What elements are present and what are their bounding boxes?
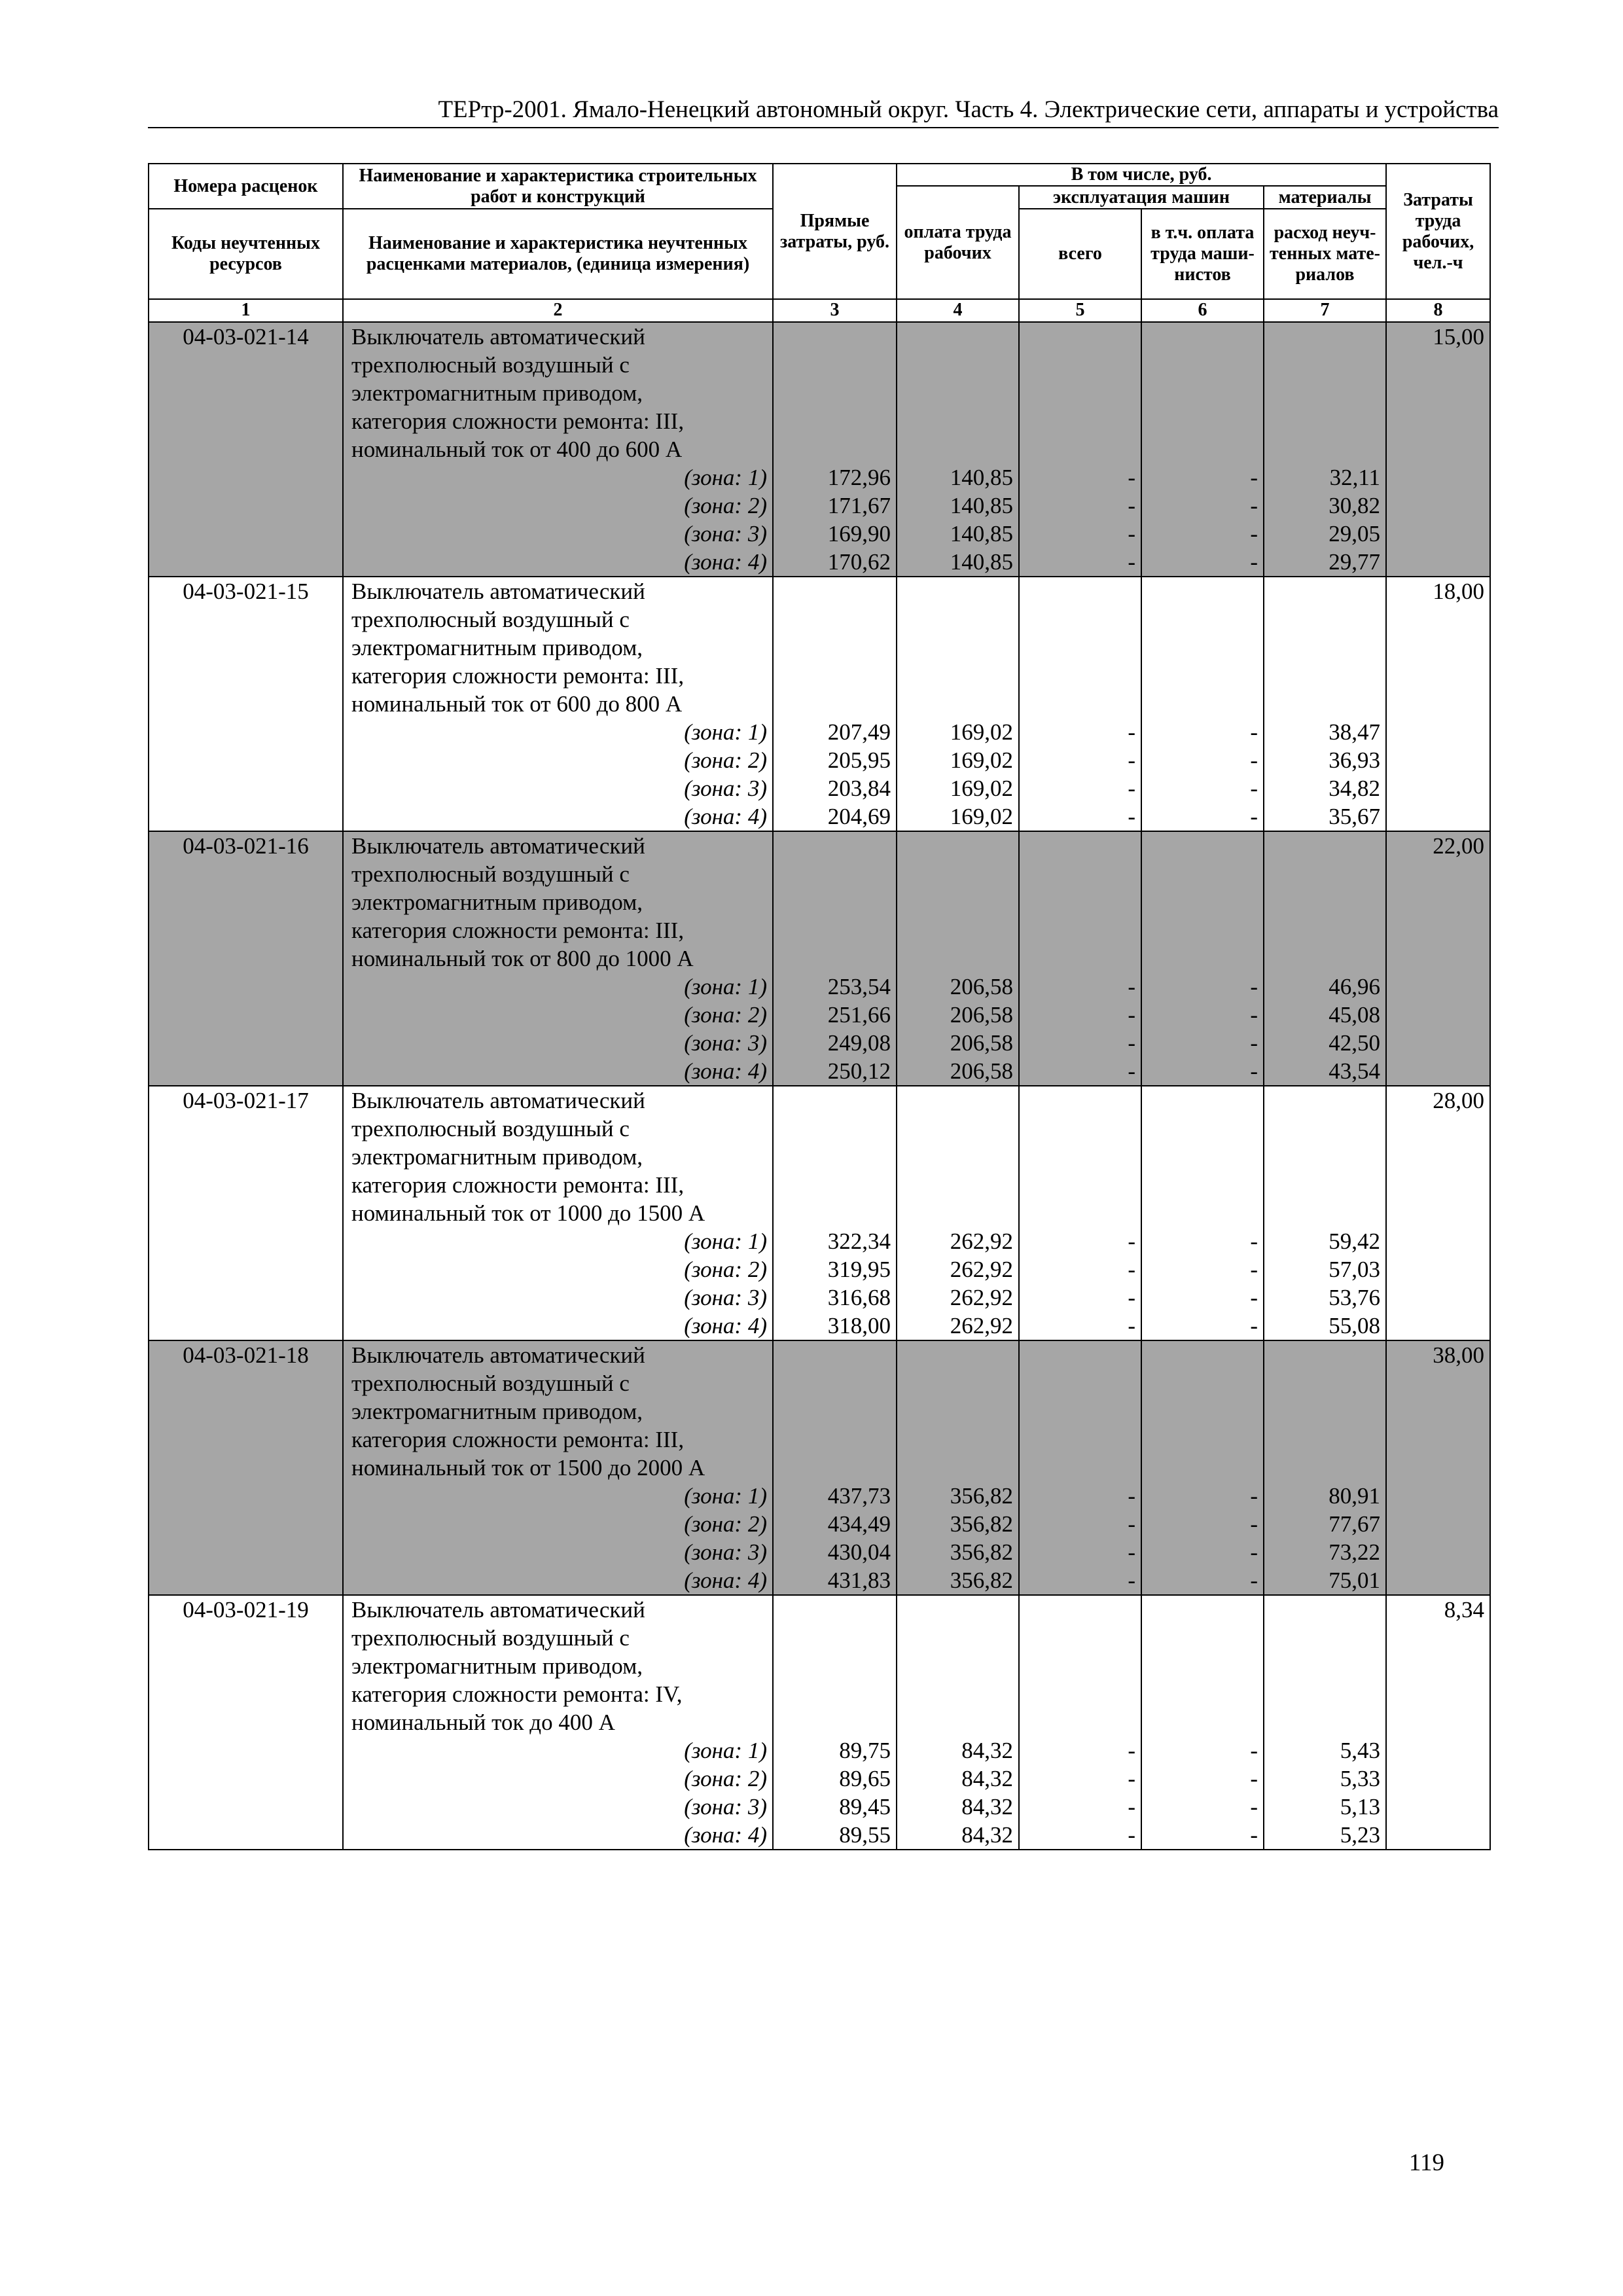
zone-label: (зона: 2) [684,1766,767,1791]
machines-total-value: - [1128,776,1135,801]
zone-label: (зона: 1) [684,719,767,745]
machinist-pay-value: - [1250,1539,1258,1565]
direct-cost-value: 249,08 [827,1030,891,1056]
running-header: ТЕРтр-2001. Ямало-Ненецкий автономный округ. Часть 4. Электрические сети, аппараты и устройства [148,96,1499,128]
materials-cost-cell [1264,577,1386,831]
worker-pay-value: 356,82 [950,1511,1013,1537]
direct-cost-cell [773,322,897,577]
zone-label: (зона: 2) [684,1002,767,1028]
machinist-pay-value: - [1250,719,1258,745]
labor-cost: 8,34 [1386,1595,1490,1850]
machinist-pay-cell [1141,1340,1264,1595]
description-line: электромагнитным приводом, [351,635,643,660]
machinist-pay-value: - [1250,1794,1258,1820]
description-line: трехполюсный воздушный с [351,1116,630,1141]
price-table [148,163,1491,1850]
machines-total-value: - [1128,549,1135,575]
machinist-pay-value: - [1250,1257,1258,1282]
machines-total-value: - [1128,1568,1135,1593]
direct-cost-value: 207,49 [827,719,891,745]
worker-pay-cell [897,1340,1019,1595]
machines-total-value: - [1128,1002,1135,1028]
rate-code: 04-03-021-14 [149,322,343,577]
machines-total-cell [1019,1086,1141,1340]
column-number: 6 [1141,299,1264,322]
machinist-pay-value: - [1250,549,1258,575]
description-line: категория сложности ремонта: III, [351,408,685,434]
machinist-pay-value: - [1250,1738,1258,1763]
zone-label: (зона: 3) [684,521,767,547]
direct-cost-value: 203,84 [827,776,891,801]
worker-pay-cell [897,577,1019,831]
materials-cost-cell [1264,322,1386,577]
materials-cost-value: 36,93 [1329,747,1381,773]
direct-cost-value: 171,67 [827,493,891,518]
column-number: 5 [1019,299,1141,322]
rate-code: 04-03-021-19 [149,1595,343,1850]
table-header [149,164,1490,322]
header-direct-costs: Прямые затраты, руб. [773,164,897,299]
zone-label: (зона: 2) [684,747,767,773]
materials-cost-value: 77,67 [1329,1511,1381,1537]
description-line: электромагнитным приводом, [351,1144,643,1170]
machines-total-value: - [1128,1058,1135,1084]
direct-cost-cell [773,1340,897,1595]
worker-pay-value: 84,32 [961,1766,1013,1791]
zone-label: (зона: 1) [684,974,767,999]
machinist-pay-value: - [1250,1766,1258,1791]
labor-cost: 22,00 [1386,831,1490,1086]
description-line: категория сложности ремонта: III, [351,1427,685,1452]
direct-cost-value: 253,54 [827,974,891,999]
rate-code: 04-03-021-18 [149,1340,343,1595]
worker-pay-cell [897,1595,1019,1850]
materials-cost-value: 5,33 [1340,1766,1381,1791]
worker-pay-cell [897,1086,1019,1340]
description-line: трехполюсный воздушный с [351,352,630,378]
direct-cost-value: 430,04 [827,1539,891,1565]
machinist-pay-value: - [1250,521,1258,547]
zone-label: (зона: 3) [684,1285,767,1310]
machinist-pay-cell [1141,1086,1264,1340]
zone-label: (зона: 1) [684,1229,767,1254]
machines-total-cell [1019,322,1141,577]
materials-cost-cell [1264,1086,1386,1340]
direct-cost-value: 251,66 [827,1002,891,1028]
description-line: категория сложности ремонта: III, [351,1172,685,1198]
worker-pay-value: 140,85 [950,465,1013,490]
materials-cost-value: 29,77 [1329,549,1381,575]
description-line: трехполюсный воздушный с [351,607,630,632]
machines-total-cell [1019,1595,1141,1850]
direct-cost-value: 89,65 [839,1766,891,1791]
direct-cost-cell [773,1086,897,1340]
machinist-pay-cell [1141,1595,1264,1850]
materials-cost-cell [1264,831,1386,1086]
direct-cost-value: 431,83 [827,1568,891,1593]
description-line: категория сложности ремонта: III, [351,663,685,689]
machines-total-value: - [1128,1539,1135,1565]
materials-cost-value: 38,47 [1329,719,1381,745]
column-number-row [149,299,1490,322]
zone-label: (зона: 2) [684,1257,767,1282]
header-machinist-pay: в т.ч. оплата труда маши- нистов [1141,209,1264,299]
machinist-pay-value: - [1250,1229,1258,1254]
materials-cost-value: 5,23 [1340,1822,1381,1848]
machinist-pay-value: - [1250,1058,1258,1084]
machinist-pay-value: - [1250,1002,1258,1028]
machines-total-value: - [1128,1030,1135,1056]
column-number: 4 [897,299,1019,322]
worker-pay-value: 206,58 [950,974,1013,999]
direct-cost-value: 169,90 [827,521,891,547]
materials-cost-value: 75,01 [1329,1568,1381,1593]
description-line: трехполюсный воздушный с [351,861,630,887]
direct-cost-value: 89,45 [839,1794,891,1820]
header-materials: материалы [1264,186,1386,209]
machinist-pay-cell [1141,831,1264,1086]
header-machine-operation: эксплуатация машин [1019,186,1264,209]
rate-description [343,1340,773,1595]
direct-cost-value: 250,12 [827,1058,891,1084]
header-worker-pay: оплата труда рабочих [897,186,1019,299]
materials-cost-value: 32,11 [1329,465,1381,490]
materials-cost-value: 5,43 [1340,1738,1381,1763]
materials-cost-value: 57,03 [1329,1257,1381,1282]
materials-cost-value: 55,08 [1329,1313,1381,1338]
worker-pay-value: 169,02 [950,804,1013,829]
materials-cost-value: 5,13 [1340,1794,1381,1820]
column-number: 1 [149,299,343,322]
description-line: номинальный ток от 1000 до 1500 А [351,1200,705,1226]
description-line: Выключатель автоматический [351,1088,645,1113]
header-including: В том числе, руб. [897,164,1386,186]
materials-cost-value: 46,96 [1329,974,1381,999]
description-line: электромагнитным приводом, [351,889,643,915]
description-line: трехполюсный воздушный с [351,1625,630,1651]
worker-pay-value: 169,02 [950,719,1013,745]
machinist-pay-value: - [1250,1568,1258,1593]
description-line: категория сложности ремонта: IV, [351,1681,683,1707]
description-line: электромагнитным приводом, [351,1653,643,1679]
worker-pay-value: 169,02 [950,747,1013,773]
description-line: Выключатель автоматический [351,1342,645,1368]
machinist-pay-value: - [1250,1285,1258,1310]
worker-pay-value: 140,85 [950,521,1013,547]
zone-label: (зона: 1) [684,1483,767,1509]
machines-total-cell [1019,577,1141,831]
rate-description [343,1595,773,1850]
worker-pay-value: 262,92 [950,1257,1013,1282]
machines-total-value: - [1128,1794,1135,1820]
machinist-pay-value: - [1250,493,1258,518]
worker-pay-value: 356,82 [950,1539,1013,1565]
description-line: номинальный ток от 1500 до 2000 А [351,1455,705,1480]
description-line: трехполюсный воздушный с [351,1371,630,1396]
worker-pay-cell [897,831,1019,1086]
description-line: Выключатель автоматический [351,324,645,350]
zone-label: (зона: 4) [684,1822,767,1848]
table-row [149,831,1490,1086]
column-number: 7 [1264,299,1386,322]
labor-cost: 28,00 [1386,1086,1490,1340]
direct-cost-value: 316,68 [827,1285,891,1310]
zone-label: (зона: 4) [684,1568,767,1593]
materials-cost-value: 53,76 [1329,1285,1381,1310]
labor-cost: 18,00 [1386,577,1490,831]
zone-label: (зона: 1) [684,465,767,490]
table-body [149,322,1490,1850]
header-machines-total: всего [1019,209,1141,299]
machinist-pay-value: - [1250,1313,1258,1338]
machinist-pay-value: - [1250,465,1258,490]
machines-total-value: - [1128,1738,1135,1763]
page-number: 119 [1408,2149,1445,2176]
machinist-pay-value: - [1250,804,1258,829]
description-line: категория сложности ремонта: III, [351,918,685,943]
description-line: Выключатель автоматический [351,579,645,604]
table-row [149,1340,1490,1595]
direct-cost-cell [773,577,897,831]
worker-pay-value: 356,82 [950,1483,1013,1509]
materials-cost-cell [1264,1340,1386,1595]
rate-code: 04-03-021-17 [149,1086,343,1340]
header-labor-costs: Затраты труда рабочих, чел.-ч [1386,164,1490,299]
zone-label: (зона: 3) [684,1030,767,1056]
rate-code: 04-03-021-15 [149,577,343,831]
machinist-pay-cell [1141,577,1264,831]
direct-cost-value: 437,73 [827,1483,891,1509]
materials-cost-cell [1264,1595,1386,1850]
worker-pay-value: 84,32 [961,1794,1013,1820]
materials-cost-value: 59,42 [1329,1229,1381,1254]
labor-cost: 38,00 [1386,1340,1490,1595]
direct-cost-cell [773,1595,897,1850]
direct-cost-value: 434,49 [827,1511,891,1537]
machinist-pay-value: - [1250,1511,1258,1537]
zone-label: (зона: 1) [684,1738,767,1763]
rate-description [343,577,773,831]
machinist-pay-value: - [1250,1483,1258,1509]
table-row [149,322,1490,577]
column-number: 2 [343,299,773,322]
zone-label: (зона: 3) [684,776,767,801]
table-row [149,577,1490,831]
machinist-pay-value: - [1250,747,1258,773]
zone-label: (зона: 4) [684,1058,767,1084]
zone-label: (зона: 4) [684,549,767,575]
zone-label: (зона: 3) [684,1539,767,1565]
zone-label: (зона: 3) [684,1794,767,1820]
description-line: номинальный ток от 800 до 1000 А [351,946,694,971]
machines-total-value: - [1128,1285,1135,1310]
machines-total-value: - [1128,1822,1135,1848]
description-line: электромагнитным приводом, [351,380,643,406]
worker-pay-value: 262,92 [950,1285,1013,1310]
direct-cost-value: 205,95 [827,747,891,773]
machines-total-cell [1019,831,1141,1086]
description-line: номинальный ток до 400 А [351,1710,615,1735]
rate-description [343,1086,773,1340]
machines-total-value: - [1128,1483,1135,1509]
worker-pay-value: 356,82 [950,1568,1013,1593]
worker-pay-value: 169,02 [950,776,1013,801]
machinist-pay-value: - [1250,974,1258,999]
materials-cost-value: 80,91 [1329,1483,1381,1509]
worker-pay-value: 84,32 [961,1822,1013,1848]
zone-label: (зона: 2) [684,1511,767,1537]
header-work-name: Наименование и характеристика строительных работ и конструкций [343,164,773,209]
zone-label: (зона: 2) [684,493,767,518]
direct-cost-value: 319,95 [827,1257,891,1282]
description-line: электромагнитным приводом, [351,1399,643,1424]
materials-cost-value: 34,82 [1329,776,1381,801]
direct-cost-value: 89,55 [839,1822,891,1848]
materials-cost-value: 29,05 [1329,521,1381,547]
rate-description [343,322,773,577]
worker-pay-value: 140,85 [950,549,1013,575]
machinist-pay-value: - [1250,1030,1258,1056]
materials-cost-value: 73,22 [1329,1539,1381,1565]
description-line: номинальный ток от 600 до 800 А [351,691,683,717]
machines-total-value: - [1128,1229,1135,1254]
direct-cost-value: 204,69 [827,804,891,829]
machinist-pay-value: - [1250,1822,1258,1848]
zone-label: (зона: 4) [684,804,767,829]
description-line: Выключатель автоматический [351,1597,645,1623]
machines-total-cell [1019,1340,1141,1595]
header-resource-codes: Коды неучтенных ресурсов [149,209,343,299]
direct-cost-value: 172,96 [827,465,891,490]
labor-cost: 15,00 [1386,322,1490,577]
worker-pay-value: 262,92 [950,1229,1013,1254]
machines-total-value: - [1128,1511,1135,1537]
rate-description [343,831,773,1086]
machinist-pay-value: - [1250,776,1258,801]
worker-pay-cell [897,322,1019,577]
machines-total-value: - [1128,521,1135,547]
machines-total-value: - [1128,465,1135,490]
direct-cost-value: 318,00 [827,1313,891,1338]
worker-pay-value: 84,32 [961,1738,1013,1763]
machines-total-value: - [1128,493,1135,518]
materials-cost-value: 30,82 [1329,493,1381,518]
materials-cost-value: 35,67 [1329,804,1381,829]
worker-pay-value: 140,85 [950,493,1013,518]
direct-cost-cell [773,831,897,1086]
machines-total-value: - [1128,1313,1135,1338]
header-unaccounted-materials: расход неуч- тенных мате- риалов [1264,209,1386,299]
direct-cost-value: 322,34 [827,1229,891,1254]
description-line: Выключатель автоматический [351,833,645,859]
machines-total-value: - [1128,974,1135,999]
worker-pay-value: 206,58 [950,1030,1013,1056]
header-rate-numbers: Номера расценок [149,164,343,209]
table-row [149,1595,1490,1850]
direct-cost-value: 170,62 [827,549,891,575]
materials-cost-value: 42,50 [1329,1030,1381,1056]
machines-total-value: - [1128,719,1135,745]
machines-total-value: - [1128,1257,1135,1282]
direct-cost-value: 89,75 [839,1738,891,1763]
worker-pay-value: 206,58 [950,1058,1013,1084]
header-material-name: Наименование и характеристика неучтенных расценками материалов, (единица измерения) [343,209,773,299]
materials-cost-value: 43,54 [1329,1058,1381,1084]
column-number: 8 [1386,299,1490,322]
worker-pay-value: 206,58 [950,1002,1013,1028]
worker-pay-value: 262,92 [950,1313,1013,1338]
zone-label: (зона: 4) [684,1313,767,1338]
machines-total-value: - [1128,1766,1135,1791]
rate-code: 04-03-021-16 [149,831,343,1086]
materials-cost-value: 45,08 [1329,1002,1381,1028]
description-line: номинальный ток от 400 до 600 А [351,437,683,462]
machines-total-value: - [1128,804,1135,829]
column-number: 3 [773,299,897,322]
table-row [149,1086,1490,1340]
machinist-pay-cell [1141,322,1264,577]
machines-total-value: - [1128,747,1135,773]
